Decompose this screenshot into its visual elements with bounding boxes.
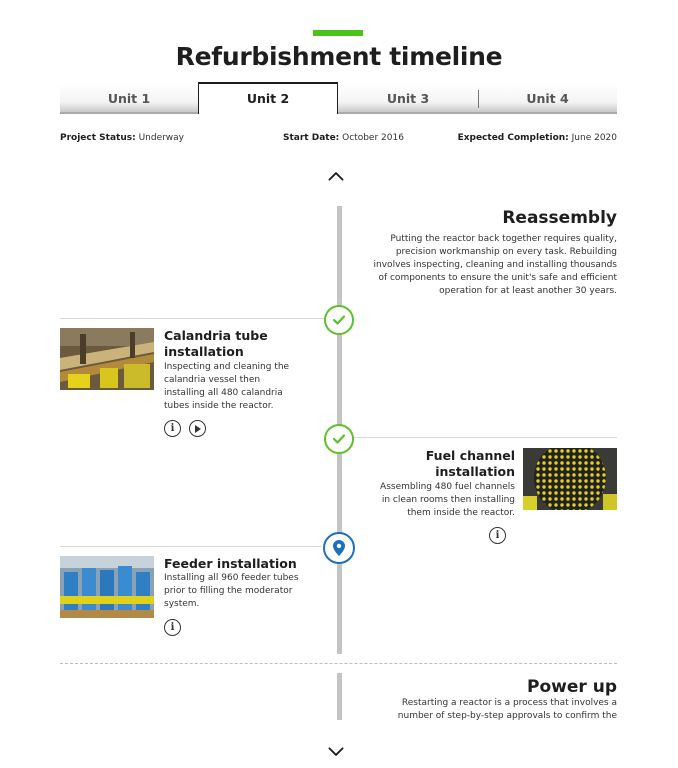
milestone-connector — [60, 546, 322, 547]
start-date — [283, 133, 404, 143]
scroll-up-button[interactable] — [328, 168, 344, 188]
info-button[interactable] — [164, 420, 181, 437]
expected-completion-label: Expected Completion: — [457, 133, 569, 143]
feeder-photo — [60, 556, 154, 618]
phase-description-power-up: Restarting a reactor is a process that involves a number of step-by-step approvals to confirm the — [397, 698, 617, 721]
calandria-photo — [60, 328, 154, 390]
start-date-label: Start Date: — [283, 133, 340, 143]
start-date-value: October 2016 — [339, 133, 404, 143]
tab-unit-1[interactable]: Unit 1 — [60, 84, 198, 114]
tab-unit-4[interactable]: Unit 4 — [478, 84, 617, 114]
expected-completion — [458, 133, 617, 143]
project-status-label: Project Status: — [60, 133, 136, 143]
milestone-description-feeder: Installing all 960 feeder tubes prior to filling the moderator system. — [164, 573, 299, 609]
milestone-status-current — [323, 532, 355, 564]
check-icon — [332, 433, 346, 445]
expected-completion-value: June 2020 — [568, 133, 617, 143]
tab-unit-3[interactable]: Unit 3 — [338, 84, 478, 114]
project-status-value: Underway — [135, 133, 185, 143]
info-icon: i — [170, 622, 175, 633]
milestone-description-calandria: Inspecting and cleaning the calandria vessel then installing all 480 calandria tubes inside the reactor. — [164, 362, 290, 411]
page-title: Refurbishment timeline — [175, 42, 503, 71]
milestone-title-fuel-channel — [426, 448, 515, 480]
chevron-down-icon — [328, 744, 344, 760]
milestone-title-calandria — [164, 328, 268, 360]
milestone-title-feeder: Feeder installation — [164, 556, 297, 571]
info-button[interactable] — [164, 619, 181, 636]
milestone-title-line: installation — [164, 344, 244, 359]
location-pin-icon — [333, 540, 345, 556]
chevron-up-icon — [328, 168, 344, 184]
project-status — [60, 133, 184, 143]
milestone-connector — [60, 318, 324, 319]
play-video-button[interactable] — [189, 420, 206, 437]
check-icon — [332, 314, 346, 326]
info-button[interactable] — [489, 527, 506, 544]
milestone-title-line: Calandria tube — [164, 328, 268, 343]
phase-title-reassembly: Reassembly — [502, 208, 617, 228]
milestone-description-fuel-channel: Assembling 480 fuel channels in clean rooms then installing them inside the reactor. — [380, 482, 515, 518]
milestone-connector — [354, 437, 617, 438]
milestone-title-line: Fuel channel — [425, 448, 515, 463]
milestone-status-complete — [324, 424, 354, 454]
phase-divider — [60, 663, 617, 664]
milestone-status-complete — [324, 305, 354, 335]
title-accent-bar — [313, 30, 363, 36]
tab-divider — [478, 90, 479, 108]
play-icon — [194, 425, 201, 433]
info-icon: i — [495, 530, 500, 541]
tab-unit-2[interactable]: Unit 2 — [198, 82, 338, 114]
milestone-title-line: installation — [435, 464, 515, 479]
info-icon: i — [170, 423, 175, 434]
unit-tabs — [60, 84, 617, 114]
fuel-channel-photo — [523, 448, 617, 510]
phase-title-power-up: Power up — [527, 677, 617, 697]
scroll-down-button[interactable] — [328, 744, 344, 764]
phase-description-reassembly: Putting the reactor back together requires quality, precision workmanship on every task. Rebuilding involves inspecting, cleaning and installing thousands of components to ensure the unit's safe and efficient operation for at least another 30 years. — [373, 234, 617, 296]
timeline-axis-lower — [337, 673, 342, 720]
